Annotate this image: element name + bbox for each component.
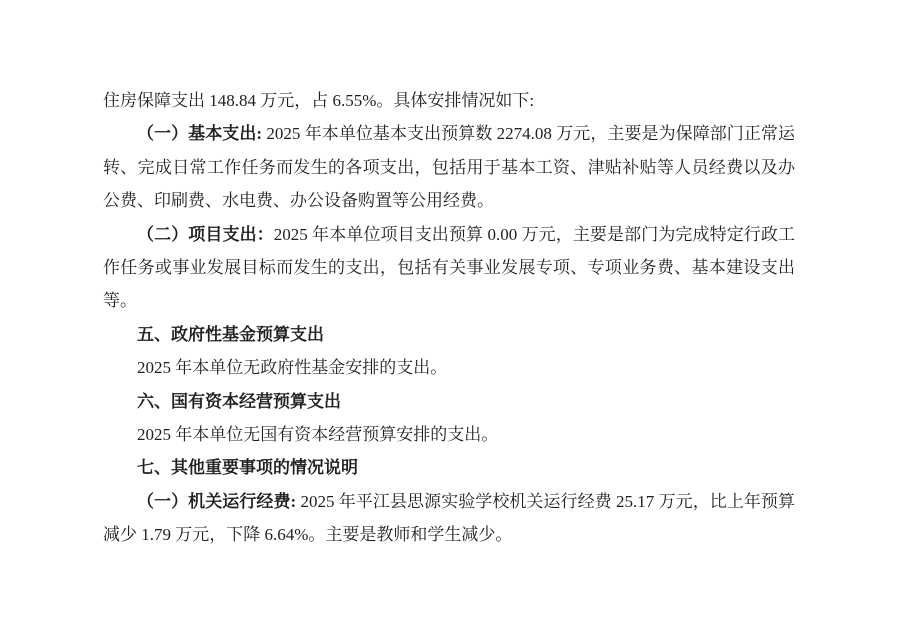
paragraph-government-fund-note: 2025 年本单位无政府性基金安排的支出。 bbox=[137, 358, 448, 378]
project-expenditure-label: （二）项目支出： bbox=[137, 224, 274, 244]
paragraph-state-capital-note: 2025 年本单位无国有资本经营预算安排的支出。 bbox=[137, 425, 499, 445]
heading-government-fund-budget: 五、政府性基金预算支出 bbox=[137, 324, 324, 344]
paragraph-project-expenditure bbox=[103, 218, 795, 318]
basic-expenditure-text: 2025 年本单位基本支出预算数 2274.08 万元，主要是为保障部门正常运转、完成日常工作任务而发生的各项支出，包括用于基本工资、津贴补贴等人员经费以及办公费、印刷费、水电费、办公设备购置等公用经费。 bbox=[103, 124, 795, 211]
basic-expenditure-label: （一）基本支出: bbox=[137, 124, 263, 144]
heading-state-capital-budget: 六、国有资本经营预算支出 bbox=[137, 391, 341, 411]
heading-other-important-matters: 七、其他重要事项的情况说明 bbox=[137, 458, 358, 478]
agency-operating-funds-label: （一）机关运行经费: bbox=[137, 491, 297, 511]
project-expenditure-text: 2025 年本单位项目支出预算 0.00 万元，主要是部门为完成特定行政工作任务或事业发展目标而发生的支出，包括有关事业发展专项、专项业务费、基本建设支出等。 bbox=[103, 224, 796, 311]
paragraph-housing-expenditure: 住房保障支出 148.84 万元，占 6.55%。具体安排情况如下: bbox=[103, 91, 535, 110]
paragraph-basic-expenditure bbox=[103, 117, 795, 217]
document-page bbox=[103, 84, 795, 552]
paragraph-agency-operating-funds bbox=[103, 485, 795, 552]
agency-operating-funds-text: 2025 年平江县思源实验学校机关运行经费 25.17 万元，比上年预算减少 1.79 万元，下降 6.64%。主要是教师和学生减少。 bbox=[103, 491, 795, 545]
